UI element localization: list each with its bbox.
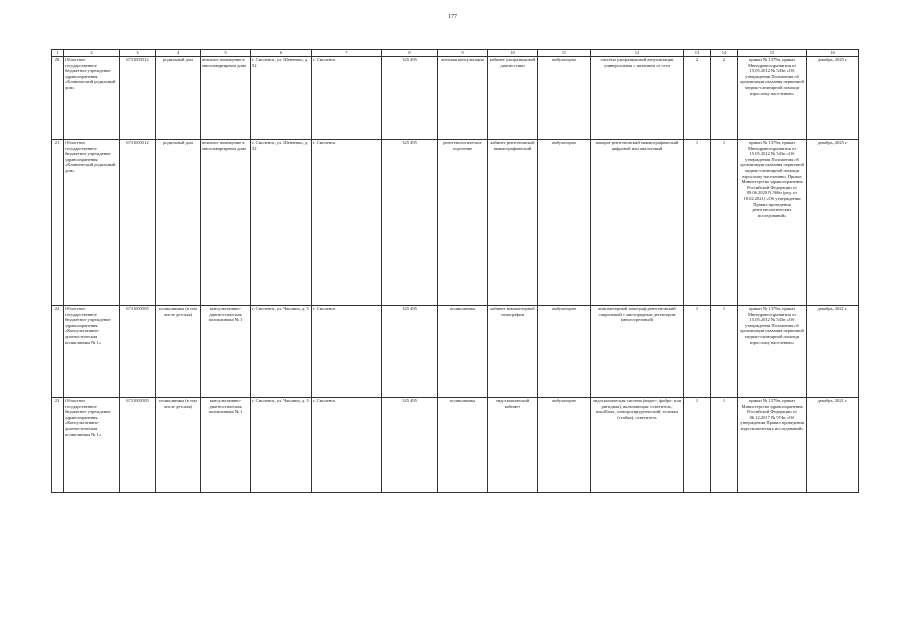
address: г. Смоленск, ул. Шевченко, д. 52	[251, 57, 312, 140]
organization-name: Областное государственное бюджетное учреждение здравоохранения «Консультативно-диагностическая поликлиника № 1»	[64, 398, 120, 493]
department: женская консультация	[438, 57, 488, 140]
column-number: 1	[52, 50, 64, 57]
locality: г. Смоленск	[312, 140, 382, 306]
locality: г. Смоленск	[312, 57, 382, 140]
table-row	[52, 140, 859, 306]
department: поликлиника	[438, 306, 488, 398]
organization-code: 6731003512	[120, 140, 156, 306]
organization-type: поликлиника (в том числе детская)	[156, 306, 201, 398]
row-number: 21.	[52, 140, 64, 306]
row-number: 20.	[52, 57, 64, 140]
regulatory-basis: приказ № 1379н, приказ Министерства здравоохранения Российской Федерации от 06.12.2017 № 974н «Об утверждении Правил проведения эндоскопических исследований»	[738, 398, 807, 493]
okato-code: 325 495	[382, 306, 438, 398]
quantity-total: 1	[684, 306, 711, 398]
okato-code: 325 495	[382, 140, 438, 306]
column-number: 8	[382, 50, 438, 57]
column-number: 12	[591, 50, 684, 57]
column-number: 6	[251, 50, 312, 57]
organization-name: Областное государственное бюджетное учреждение здравоохранения «Клинический родильный дом»	[64, 57, 120, 140]
placement-type: нежилое помещение в многоквартирном доме	[201, 140, 251, 306]
quantity-used: 2	[711, 57, 738, 140]
quantity-total: 1	[684, 140, 711, 306]
department: рентгенологическое отделение	[438, 140, 488, 306]
organization-code: 6731003505	[120, 398, 156, 493]
deadline: декабрь, 2021 г.	[807, 306, 859, 398]
column-number: 13	[684, 50, 711, 57]
care-condition: амбулаторно	[538, 398, 591, 493]
organization-code: 6731003505	[120, 306, 156, 398]
placement-type: консультативно-диагностическая поликлиника № 1	[201, 398, 251, 493]
quantity-used: 1	[711, 398, 738, 493]
placement-type: нежилое помещение в многоквартирном доме	[201, 57, 251, 140]
locality: г. Смоленск	[312, 306, 382, 398]
column-number: 4	[156, 50, 201, 57]
column-number-row	[52, 50, 859, 57]
care-condition: амбулаторно	[538, 140, 591, 306]
column-number: 3	[120, 50, 156, 57]
okato-code: 325 495	[382, 57, 438, 140]
column-number: 11	[538, 50, 591, 57]
organization-type: родильный дом	[156, 140, 201, 306]
column-number: 5	[201, 50, 251, 57]
row-number: 23.	[52, 398, 64, 493]
deadline: декабрь, 2025 г.	[807, 57, 859, 140]
care-condition: амбулаторно	[538, 57, 591, 140]
column-number: 15	[738, 50, 807, 57]
regulatory-basis: приказ № 1379н, приказ Минздравсоцразвития от 15.05.2012 № 543н «Об утверждении Положения об организации оказания первичной медико-санитарной помощи взрослому населению» Приказ Министерства здравоохранения Российской Федерации от 09.06.2020 N 560н (ред. от 18.02.2021) «Об утверждении Правил проведения рентгенологических исследований»	[738, 140, 807, 306]
room: кабинет рентгеновской маммографический	[488, 140, 538, 306]
organization-type: родильный дом	[156, 57, 201, 140]
equipment: система ультразвуковой визуализации универсальная с питанием от сети	[591, 57, 684, 140]
page-number: 177	[448, 14, 457, 20]
equipment-table	[51, 49, 859, 493]
table-row	[52, 57, 859, 140]
regulatory-basis: приказ № 1379н, приказ Минздравсоцразвития от 15.05.2012 № 543н «Об утверждении Положения об организации оказания первичной медико-санитарной помощи взрослому населению»	[738, 57, 807, 140]
room: кабинет ультразвуковой диагностики	[488, 57, 538, 140]
column-number: 16	[807, 50, 859, 57]
row-number: 22.	[52, 306, 64, 398]
quantity-total: 1	[684, 398, 711, 493]
organization-name: Областное государственное бюджетное учреждение здравоохранения «Консультативно-диагностическая поликлиника № 1»	[64, 306, 120, 398]
placement-type: консультативно-диагностическая поликлиника № 1	[201, 306, 251, 398]
okato-code: 325 495	[382, 398, 438, 493]
address: г. Смоленск, ул. Чаплина, д. 3	[251, 306, 312, 398]
department: поликлиника	[438, 398, 488, 493]
organization-name: Областное государственное бюджетное учреждение здравоохранения «Клинический родильный дом»	[64, 140, 120, 306]
address: г. Смоленск, ул. Шевченко, д. 52	[251, 140, 312, 306]
quantity-used: 1	[711, 140, 738, 306]
quantity-used: 1	[711, 306, 738, 398]
room: кабинет компьютерной томографии	[488, 306, 538, 398]
column-number: 9	[438, 50, 488, 57]
regulatory-basis: приказ № 1379н, приказ Минздравсоцразвития от 15.05.2012 № 543н «Об утверждении Положения об организации оказания первичной медико-санитарной помощи взрослому населению»	[738, 306, 807, 398]
room: эндоскопический кабинет	[488, 398, 538, 493]
deadline: декабрь, 2021 г.	[807, 398, 859, 493]
address: г. Смоленск, ул. Чаплина, д. 3	[251, 398, 312, 493]
organization-type: поликлиника (в том числе детская)	[156, 398, 201, 493]
equipment: эндоскопическая система (видео-, фибро- или ригидная), включающая: осветитель, insufflator, электрохирургический, тележка (стойка); осветитель	[591, 398, 684, 493]
column-number: 14	[711, 50, 738, 57]
care-condition: амбулаторно	[538, 306, 591, 398]
column-number: 7	[312, 50, 382, 57]
equipment: аппарат рентгеновский маммографический цифровой или аналоговый	[591, 140, 684, 306]
organization-code: 6731003512	[120, 57, 156, 140]
table-row	[52, 398, 859, 493]
column-number: 10	[488, 50, 538, 57]
deadline: декабрь, 2025 г.	[807, 140, 859, 306]
quantity-total: 2	[684, 57, 711, 140]
table-row	[52, 306, 859, 398]
equipment: компьютерный томограф рентгеновский спиральный с многорядным детектором (многосрезовый)	[591, 306, 684, 398]
column-number: 2	[64, 50, 120, 57]
locality: г. Смоленск	[312, 398, 382, 493]
